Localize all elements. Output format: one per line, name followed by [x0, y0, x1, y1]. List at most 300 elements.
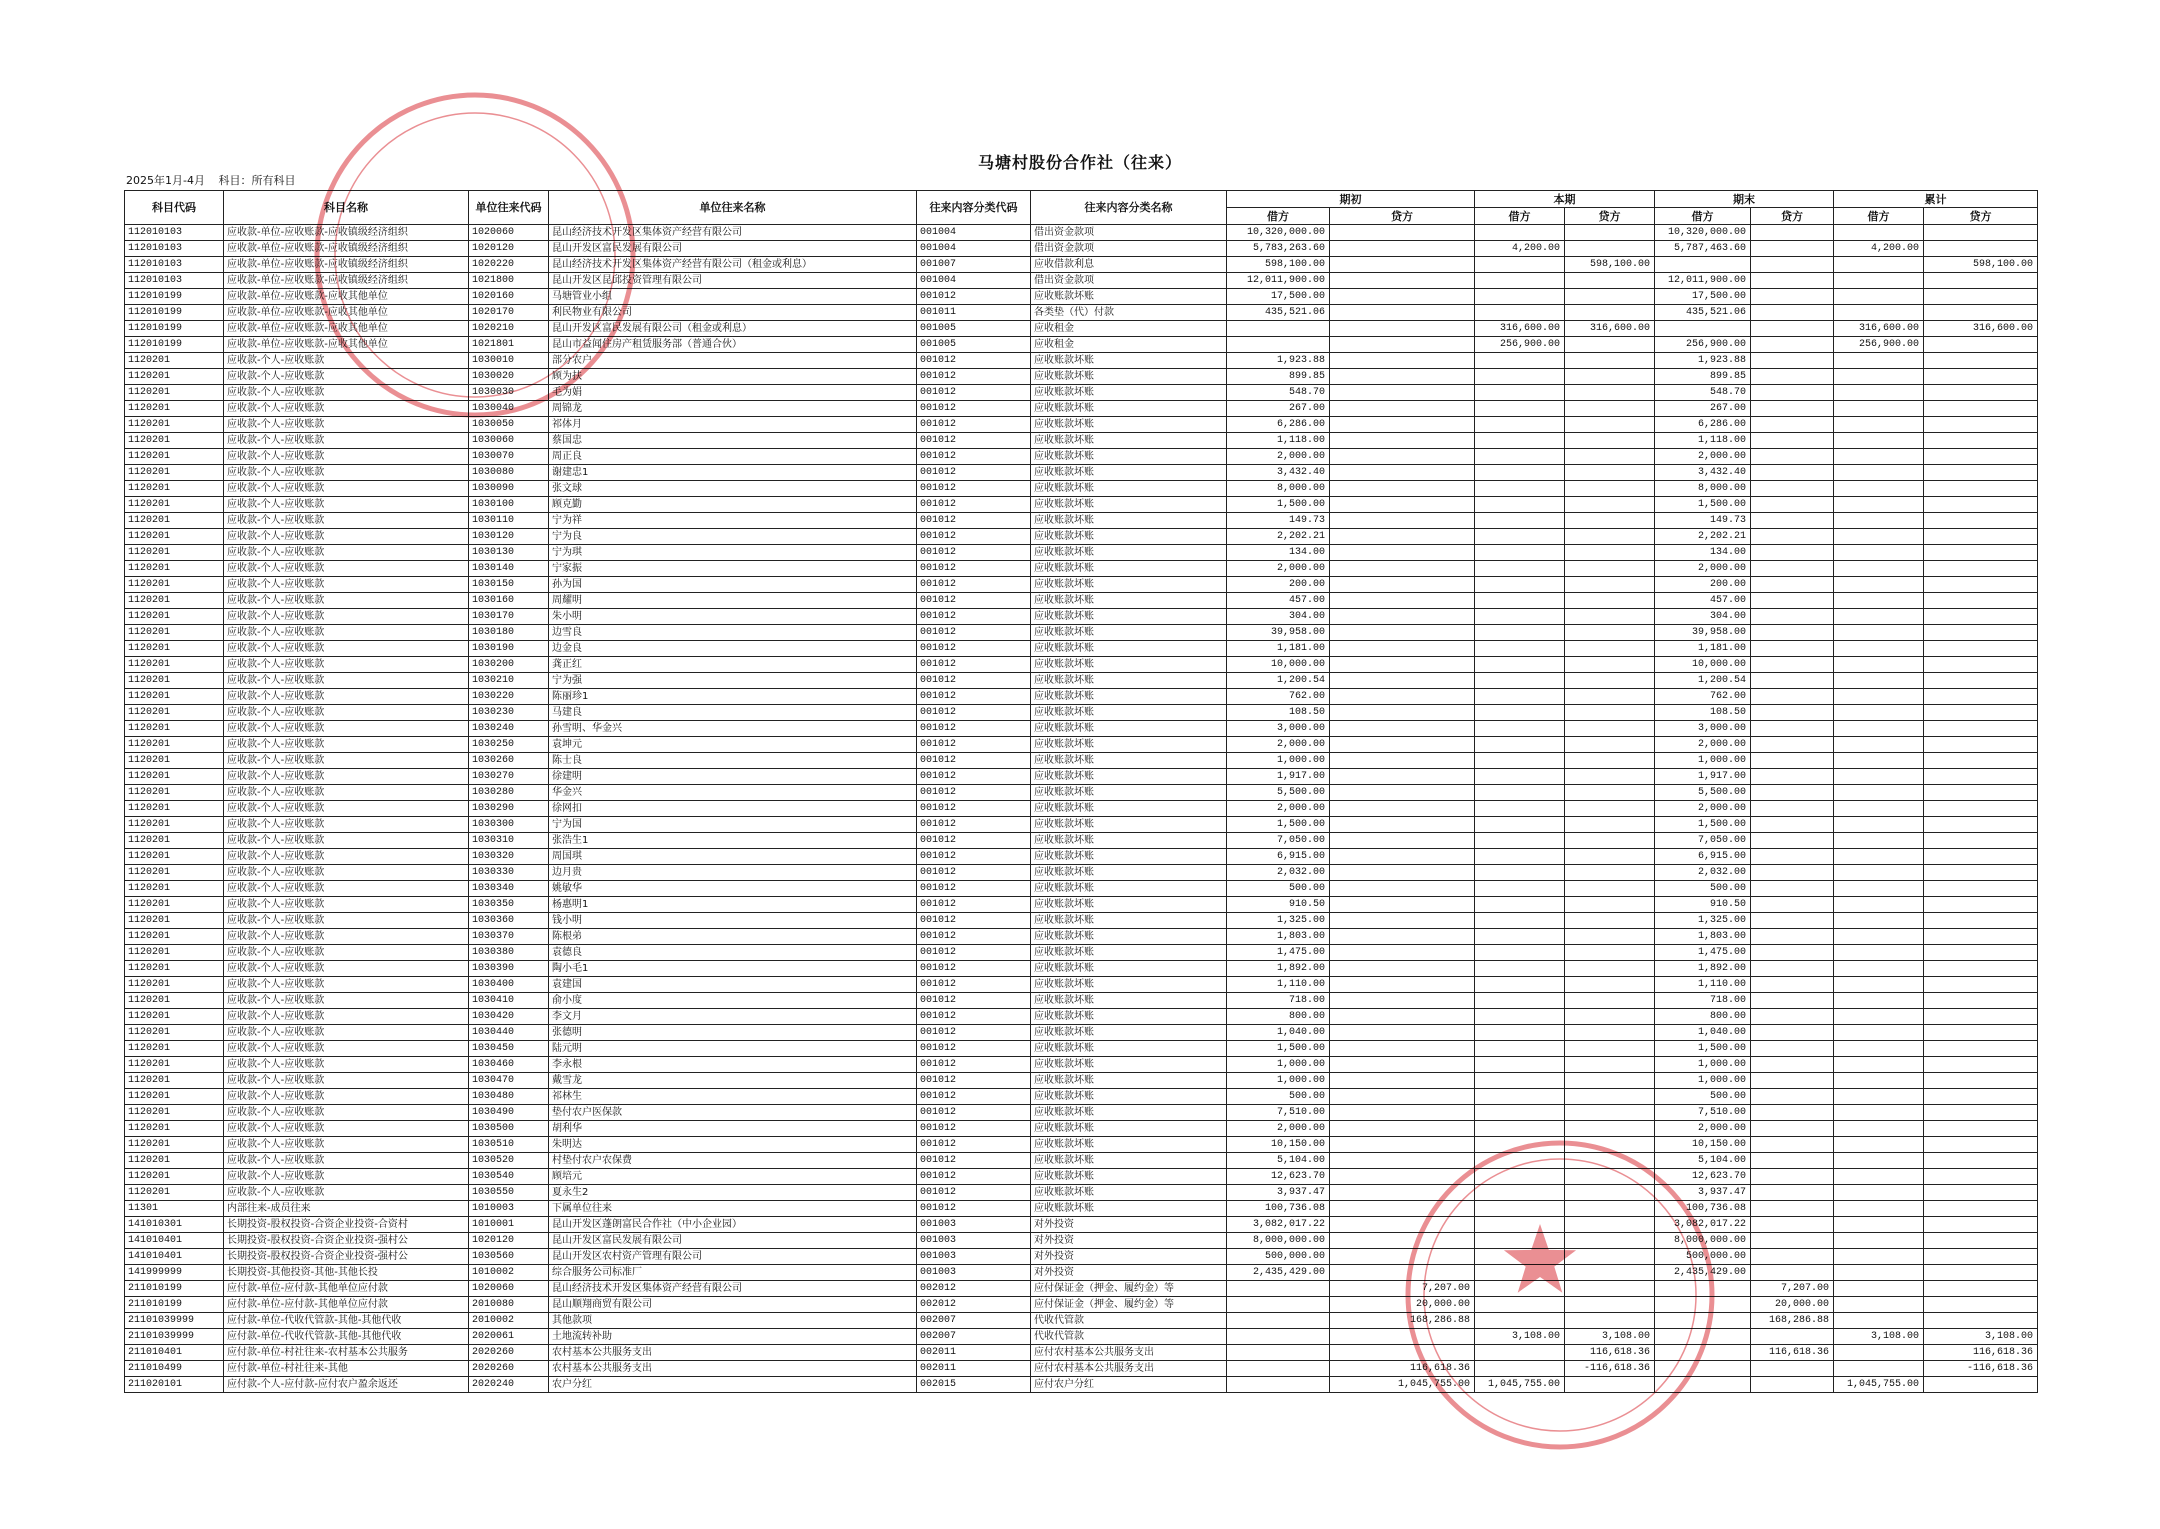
period-debit-cell [1475, 1025, 1565, 1041]
subject-name-cell: 应付款-单位-代收代管款-其他-其他代收 [224, 1329, 469, 1345]
closing-debit-cell: 2,000.00 [1655, 1121, 1751, 1137]
cumulative-debit-cell [1834, 289, 1924, 305]
cumulative-debit-cell [1834, 689, 1924, 705]
subject-name-cell: 应收款-个人-应收账款 [224, 1121, 469, 1137]
closing-credit-cell [1751, 433, 1834, 449]
closing-credit-cell [1751, 257, 1834, 273]
period-credit-cell [1565, 657, 1655, 673]
period-debit-cell [1475, 1121, 1565, 1137]
opening-debit-cell: 3,432.40 [1227, 465, 1330, 481]
period-debit-cell [1475, 481, 1565, 497]
subject-code-cell: 1120201 [125, 465, 224, 481]
unit-code-cell: 1030360 [469, 913, 549, 929]
cumulative-debit-cell [1834, 273, 1924, 289]
unit-name-cell: 马建良 [549, 705, 917, 721]
unit-code-cell: 1030220 [469, 689, 549, 705]
subject-name-cell: 应收款-单位-应收账款-应收镇级经济组织 [224, 225, 469, 241]
subject-name-cell: 应收款-个人-应收账款 [224, 497, 469, 513]
unit-code-cell: 1010003 [469, 1201, 549, 1217]
unit-code-cell: 1030130 [469, 545, 549, 561]
period-credit-cell [1565, 481, 1655, 497]
category-code-cell: 001012 [917, 497, 1031, 513]
unit-name-cell: 袁坤元 [549, 737, 917, 753]
subject-code-cell: 112010103 [125, 225, 224, 241]
opening-credit-cell [1330, 449, 1475, 465]
cumulative-credit-cell [1924, 977, 2038, 993]
subject-code-cell: 1120201 [125, 625, 224, 641]
unit-name-cell: 昆山经济技术开发区集体资产经营有限公司 [549, 1281, 917, 1297]
subject-name-cell: 应收款-个人-应收账款 [224, 849, 469, 865]
unit-name-cell: 昆山经济技术开发区集体资产经营有限公司 [549, 225, 917, 241]
unit-code-cell: 2020260 [469, 1361, 549, 1377]
unit-code-cell: 1030270 [469, 769, 549, 785]
col-header-opening-debit: 借方 [1227, 208, 1330, 225]
col-header-category-name: 往来内容分类名称 [1031, 191, 1227, 225]
period-credit-cell [1565, 353, 1655, 369]
subject-name-cell: 应收款-个人-应收账款 [224, 1041, 469, 1057]
subject-name-cell: 应收款-单位-应收账款-应收其他单位 [224, 337, 469, 353]
subject-name-cell: 应收款-个人-应收账款 [224, 385, 469, 401]
period-credit-cell [1565, 385, 1655, 401]
closing-credit-cell [1751, 417, 1834, 433]
period-debit-cell [1475, 657, 1565, 673]
closing-debit-cell: 1,892.00 [1655, 961, 1751, 977]
unit-name-cell: 朱明达 [549, 1137, 917, 1153]
subject-code-cell: 1120201 [125, 641, 224, 657]
subject-code-cell: 1120201 [125, 1169, 224, 1185]
subject-code-cell: 1120201 [125, 1137, 224, 1153]
opening-debit-cell: 1,500.00 [1227, 817, 1330, 833]
category-code-cell: 002007 [917, 1329, 1031, 1345]
table-row [125, 1249, 2038, 1265]
closing-credit-cell [1751, 1025, 1834, 1041]
subject-code-cell: 1120201 [125, 865, 224, 881]
cumulative-debit-cell [1834, 577, 1924, 593]
cumulative-credit-cell [1924, 1025, 2038, 1041]
opening-credit-cell [1330, 897, 1475, 913]
opening-debit-cell [1227, 1281, 1330, 1297]
category-name-cell: 应收租金 [1031, 321, 1227, 337]
period-debit-cell [1475, 1153, 1565, 1169]
period-credit-cell [1565, 961, 1655, 977]
table-row [125, 1025, 2038, 1041]
cumulative-credit-cell [1924, 433, 2038, 449]
subject-code-cell: 211020101 [125, 1377, 224, 1393]
subject-name-cell: 应收款-个人-应收账款 [224, 785, 469, 801]
period-credit-cell: 3,108.00 [1565, 1329, 1655, 1345]
category-name-cell: 应收账款坏账 [1031, 833, 1227, 849]
closing-credit-cell [1751, 1041, 1834, 1057]
opening-debit-cell: 910.50 [1227, 897, 1330, 913]
cumulative-debit-cell [1834, 257, 1924, 273]
cumulative-debit-cell [1834, 529, 1924, 545]
closing-credit-cell [1751, 1201, 1834, 1217]
closing-credit-cell [1751, 513, 1834, 529]
subject-code-cell: 112010103 [125, 257, 224, 273]
category-name-cell: 应收账款坏账 [1031, 689, 1227, 705]
subject-name-cell: 应收款-个人-应收账款 [224, 881, 469, 897]
closing-debit-cell: 5,787,463.60 [1655, 241, 1751, 257]
cumulative-debit-cell [1834, 497, 1924, 513]
closing-debit-cell: 457.00 [1655, 593, 1751, 609]
category-code-cell: 001012 [917, 1137, 1031, 1153]
cumulative-debit-cell [1834, 593, 1924, 609]
unit-name-cell: 陈士良 [549, 753, 917, 769]
cumulative-debit-cell [1834, 833, 1924, 849]
closing-debit-cell: 12,011,900.00 [1655, 273, 1751, 289]
cumulative-debit-cell [1834, 1041, 1924, 1057]
opening-credit-cell [1330, 1025, 1475, 1041]
subject-code-cell: 1120201 [125, 833, 224, 849]
subject-name-cell: 应收款-个人-应收账款 [224, 737, 469, 753]
category-name-cell: 应收账款坏账 [1031, 673, 1227, 689]
opening-credit-cell [1330, 305, 1475, 321]
unit-code-cell: 1030490 [469, 1105, 549, 1121]
cumulative-debit-cell [1834, 881, 1924, 897]
unit-name-cell: 徐网扣 [549, 801, 917, 817]
category-name-cell: 应收账款坏账 [1031, 1105, 1227, 1121]
opening-credit-cell [1330, 1233, 1475, 1249]
category-code-cell: 001012 [917, 353, 1031, 369]
closing-debit-cell: 17,500.00 [1655, 289, 1751, 305]
period-debit-cell [1475, 1297, 1565, 1313]
subject-code-cell: 1120201 [125, 1121, 224, 1137]
unit-name-cell: 孙为国 [549, 577, 917, 593]
cumulative-debit-cell [1834, 897, 1924, 913]
period-credit-cell [1565, 705, 1655, 721]
closing-credit-cell [1751, 657, 1834, 673]
closing-debit-cell: 3,432.40 [1655, 465, 1751, 481]
opening-debit-cell [1227, 1377, 1330, 1393]
opening-debit-cell: 500,000.00 [1227, 1249, 1330, 1265]
cumulative-debit-cell [1834, 849, 1924, 865]
unit-name-cell: 李文月 [549, 1009, 917, 1025]
opening-credit-cell [1330, 433, 1475, 449]
opening-debit-cell: 1,500.00 [1227, 497, 1330, 513]
category-code-cell: 001012 [917, 1073, 1031, 1089]
period-debit-cell [1475, 769, 1565, 785]
col-header-period-credit: 贷方 [1565, 208, 1655, 225]
cumulative-credit-cell [1924, 737, 2038, 753]
opening-credit-cell [1330, 865, 1475, 881]
subject-name-cell: 应收款-个人-应收账款 [224, 353, 469, 369]
opening-debit-cell: 1,118.00 [1227, 433, 1330, 449]
opening-credit-cell [1330, 913, 1475, 929]
cumulative-credit-cell [1924, 1041, 2038, 1057]
opening-debit-cell: 267.00 [1227, 401, 1330, 417]
opening-credit-cell [1330, 1137, 1475, 1153]
unit-code-cell: 1030470 [469, 1073, 549, 1089]
unit-name-cell: 朱小明 [549, 609, 917, 625]
unit-name-cell: 昆山顺翔商贸有限公司 [549, 1297, 917, 1313]
category-code-cell: 001012 [917, 881, 1031, 897]
closing-credit-cell [1751, 1249, 1834, 1265]
col-header-closing-credit: 贷方 [1751, 208, 1834, 225]
unit-name-cell: 宁为强 [549, 673, 917, 689]
category-code-cell: 001012 [917, 1169, 1031, 1185]
category-name-cell: 应收账款坏账 [1031, 353, 1227, 369]
category-name-cell: 应收账款坏账 [1031, 417, 1227, 433]
period-debit-cell [1475, 833, 1565, 849]
period-debit-cell [1475, 1185, 1565, 1201]
subject-code-cell: 1120201 [125, 737, 224, 753]
category-name-cell: 应收账款坏账 [1031, 721, 1227, 737]
subject-name-cell: 应收款-个人-应收账款 [224, 929, 469, 945]
table-row [125, 289, 2038, 305]
closing-debit-cell: 6,286.00 [1655, 417, 1751, 433]
subject-name-cell: 应收款-个人-应收账款 [224, 913, 469, 929]
category-code-cell: 001012 [917, 945, 1031, 961]
opening-debit-cell: 1,000.00 [1227, 1057, 1330, 1073]
subject-code-cell: 211010401 [125, 1345, 224, 1361]
category-name-cell: 应收账款坏账 [1031, 1073, 1227, 1089]
cumulative-credit-cell [1924, 593, 2038, 609]
table-row [125, 753, 2038, 769]
unit-name-cell: 昆山开发区昆邱投资管理有限公司 [549, 273, 917, 289]
cumulative-credit-cell [1924, 1089, 2038, 1105]
category-code-cell: 001005 [917, 321, 1031, 337]
subject-name-cell: 长期投资-股权投资-合资企业投资-强村公 [224, 1233, 469, 1249]
cumulative-debit-cell [1834, 1089, 1924, 1105]
category-name-cell: 应收账款坏账 [1031, 801, 1227, 817]
cumulative-credit-cell [1924, 1281, 2038, 1297]
period-credit-cell [1565, 465, 1655, 481]
unit-name-cell: 周国琪 [549, 849, 917, 865]
category-code-cell: 001012 [917, 609, 1031, 625]
category-code-cell: 001012 [917, 385, 1031, 401]
category-code-cell: 001012 [917, 369, 1031, 385]
period-credit-cell [1565, 449, 1655, 465]
subject-name-cell: 应收款-个人-应收账款 [224, 897, 469, 913]
subject-code-cell: 1120201 [125, 417, 224, 433]
unit-name-cell: 陶小毛1 [549, 961, 917, 977]
opening-credit-cell: 1,045,755.00 [1330, 1377, 1475, 1393]
period-debit-cell [1475, 961, 1565, 977]
category-name-cell: 应收账款坏账 [1031, 737, 1227, 753]
table-row [125, 305, 2038, 321]
subject-code-cell: 1120201 [125, 993, 224, 1009]
subject-name-cell: 应收款-个人-应收账款 [224, 529, 469, 545]
cumulative-debit-cell [1834, 545, 1924, 561]
subject-code-cell: 1120201 [125, 673, 224, 689]
subject-code-cell: 1120201 [125, 753, 224, 769]
period-debit-cell [1475, 817, 1565, 833]
category-code-cell: 001012 [917, 417, 1031, 433]
cumulative-credit-cell [1924, 481, 2038, 497]
category-name-cell: 对外投资 [1031, 1249, 1227, 1265]
closing-debit-cell: 718.00 [1655, 993, 1751, 1009]
closing-debit-cell [1655, 1297, 1751, 1313]
period-credit-cell [1565, 1073, 1655, 1089]
closing-debit-cell: 12,623.70 [1655, 1169, 1751, 1185]
cumulative-debit-cell [1834, 769, 1924, 785]
opening-credit-cell [1330, 401, 1475, 417]
opening-credit-cell [1330, 273, 1475, 289]
subject-code-cell: 1120201 [125, 529, 224, 545]
subject-code-cell: 141010401 [125, 1233, 224, 1249]
category-name-cell: 应收账款坏账 [1031, 913, 1227, 929]
opening-debit-cell: 548.70 [1227, 385, 1330, 401]
opening-debit-cell: 1,181.00 [1227, 641, 1330, 657]
table-row [125, 337, 2038, 353]
subject-name-cell: 应收款-个人-应收账款 [224, 833, 469, 849]
period-credit-cell [1565, 945, 1655, 961]
table-row [125, 625, 2038, 641]
category-code-cell: 001012 [917, 1009, 1031, 1025]
period-credit-cell [1565, 369, 1655, 385]
period-credit-cell [1565, 913, 1655, 929]
closing-debit-cell: 1,475.00 [1655, 945, 1751, 961]
unit-code-cell: 1030450 [469, 1041, 549, 1057]
category-code-cell: 001012 [917, 449, 1031, 465]
category-name-cell: 应付保证金（押金、履约金）等 [1031, 1297, 1227, 1313]
period-debit-cell [1475, 913, 1565, 929]
opening-debit-cell: 435,521.06 [1227, 305, 1330, 321]
period-debit-cell: 256,900.00 [1475, 337, 1565, 353]
table-row [125, 497, 2038, 513]
subject-name-cell: 应收款-单位-应收账款-应收镇级经济组织 [224, 257, 469, 273]
opening-credit-cell [1330, 1073, 1475, 1089]
category-code-cell: 001012 [917, 577, 1031, 593]
category-code-cell: 001012 [917, 961, 1031, 977]
cumulative-debit-cell [1834, 817, 1924, 833]
col-header-subject-code: 科目代码 [125, 191, 224, 225]
col-header-subject-name: 科目名称 [224, 191, 469, 225]
period-credit-cell [1565, 417, 1655, 433]
cumulative-debit-cell [1834, 225, 1924, 241]
period-credit-cell [1565, 1313, 1655, 1329]
closing-debit-cell [1655, 1377, 1751, 1393]
cumulative-debit-cell [1834, 385, 1924, 401]
closing-debit-cell: 10,320,000.00 [1655, 225, 1751, 241]
closing-credit-cell [1751, 737, 1834, 753]
unit-name-cell: 祁林生 [549, 1089, 917, 1105]
cumulative-debit-cell [1834, 609, 1924, 625]
unit-code-cell: 2020240 [469, 1377, 549, 1393]
subject-code-cell: 1120201 [125, 513, 224, 529]
category-code-cell: 001012 [917, 817, 1031, 833]
subject-name-cell: 长期投资-股权投资-合资企业投资-强村公 [224, 1249, 469, 1265]
unit-name-cell: 宁为琪 [549, 545, 917, 561]
period-credit-cell [1565, 1089, 1655, 1105]
cumulative-debit-cell [1834, 1201, 1924, 1217]
closing-debit-cell: 1,181.00 [1655, 641, 1751, 657]
closing-credit-cell [1751, 545, 1834, 561]
document-title: 马塘村股份合作社（往来） [977, 153, 1182, 172]
category-code-cell: 002012 [917, 1281, 1031, 1297]
closing-debit-cell: 500,000.00 [1655, 1249, 1751, 1265]
opening-debit-cell: 2,000.00 [1227, 801, 1330, 817]
cumulative-credit-cell [1924, 785, 2038, 801]
category-name-cell: 应收账款坏账 [1031, 897, 1227, 913]
period-credit-cell [1565, 673, 1655, 689]
subject-name-cell: 应收款-个人-应收账款 [224, 433, 469, 449]
unit-code-cell: 1030050 [469, 417, 549, 433]
unit-code-cell: 1030200 [469, 657, 549, 673]
category-code-cell: 001003 [917, 1265, 1031, 1281]
category-name-cell: 应收账款坏账 [1031, 705, 1227, 721]
subject-name-cell: 应收款-个人-应收账款 [224, 625, 469, 641]
unit-code-cell: 1030510 [469, 1137, 549, 1153]
category-code-cell: 001012 [917, 801, 1031, 817]
opening-credit-cell [1330, 945, 1475, 961]
unit-code-cell: 1030400 [469, 977, 549, 993]
subject-code-cell: 1120201 [125, 1041, 224, 1057]
opening-credit-cell [1330, 529, 1475, 545]
opening-credit-cell [1330, 353, 1475, 369]
unit-name-cell: 周正良 [549, 449, 917, 465]
cumulative-debit-cell [1834, 961, 1924, 977]
table-row [125, 529, 2038, 545]
subject-filter-label: 科目：所有科目 [218, 174, 296, 187]
closing-credit-cell [1751, 1089, 1834, 1105]
cumulative-credit-cell [1924, 1169, 2038, 1185]
subject-code-cell: 112010199 [125, 289, 224, 305]
table-row [125, 1297, 2038, 1313]
unit-code-cell: 1010002 [469, 1265, 549, 1281]
closing-credit-cell [1751, 561, 1834, 577]
subject-code-cell: 1120201 [125, 689, 224, 705]
closing-credit-cell [1751, 673, 1834, 689]
subject-name-cell: 应收款-单位-应收账款-应收镇级经济组织 [224, 273, 469, 289]
category-name-cell: 应收账款坏账 [1031, 785, 1227, 801]
subject-name-cell: 应收款-个人-应收账款 [224, 465, 469, 481]
period-credit-cell [1565, 1233, 1655, 1249]
subject-code-cell: 112010199 [125, 305, 224, 321]
period-debit-cell [1475, 561, 1565, 577]
opening-debit-cell [1227, 337, 1330, 353]
subject-code-cell: 1120201 [125, 961, 224, 977]
subject-code-cell: 1120201 [125, 977, 224, 993]
closing-credit-cell [1751, 689, 1834, 705]
closing-debit-cell: 2,000.00 [1655, 561, 1751, 577]
opening-debit-cell: 1,325.00 [1227, 913, 1330, 929]
closing-credit-cell [1751, 1105, 1834, 1121]
unit-name-cell: 昆山开发区富民发展有限公司（租金或利息） [549, 321, 917, 337]
category-code-cell: 001012 [917, 1041, 1031, 1057]
table-row [125, 417, 2038, 433]
cumulative-credit-cell [1924, 705, 2038, 721]
cumulative-credit-cell [1924, 337, 2038, 353]
closing-credit-cell [1751, 1153, 1834, 1169]
subject-code-cell: 1120201 [125, 1185, 224, 1201]
period-credit-cell [1565, 609, 1655, 625]
cumulative-credit-cell [1924, 401, 2038, 417]
table-row [125, 977, 2038, 993]
closing-debit-cell: 1,500.00 [1655, 497, 1751, 513]
closing-debit-cell: 1,917.00 [1655, 769, 1751, 785]
subject-name-cell: 应收款-个人-应收账款 [224, 769, 469, 785]
unit-name-cell: 华金兴 [549, 785, 917, 801]
cumulative-debit-cell [1834, 705, 1924, 721]
opening-debit-cell: 6,915.00 [1227, 849, 1330, 865]
category-code-cell: 001012 [917, 593, 1031, 609]
subject-name-cell: 应收款-个人-应收账款 [224, 1137, 469, 1153]
cumulative-credit-cell: 3,108.00 [1924, 1329, 2038, 1345]
table-row [125, 1345, 2038, 1361]
category-name-cell: 应收账款坏账 [1031, 465, 1227, 481]
closing-debit-cell: 2,000.00 [1655, 737, 1751, 753]
cumulative-debit-cell: 316,600.00 [1834, 321, 1924, 337]
cumulative-debit-cell [1834, 977, 1924, 993]
closing-credit-cell: 20,000.00 [1751, 1297, 1834, 1313]
table-row [125, 353, 2038, 369]
opening-credit-cell [1330, 417, 1475, 433]
period-debit-cell [1475, 305, 1565, 321]
unit-code-cell: 1030060 [469, 433, 549, 449]
closing-debit-cell: 8,000.00 [1655, 481, 1751, 497]
opening-credit-cell [1330, 801, 1475, 817]
